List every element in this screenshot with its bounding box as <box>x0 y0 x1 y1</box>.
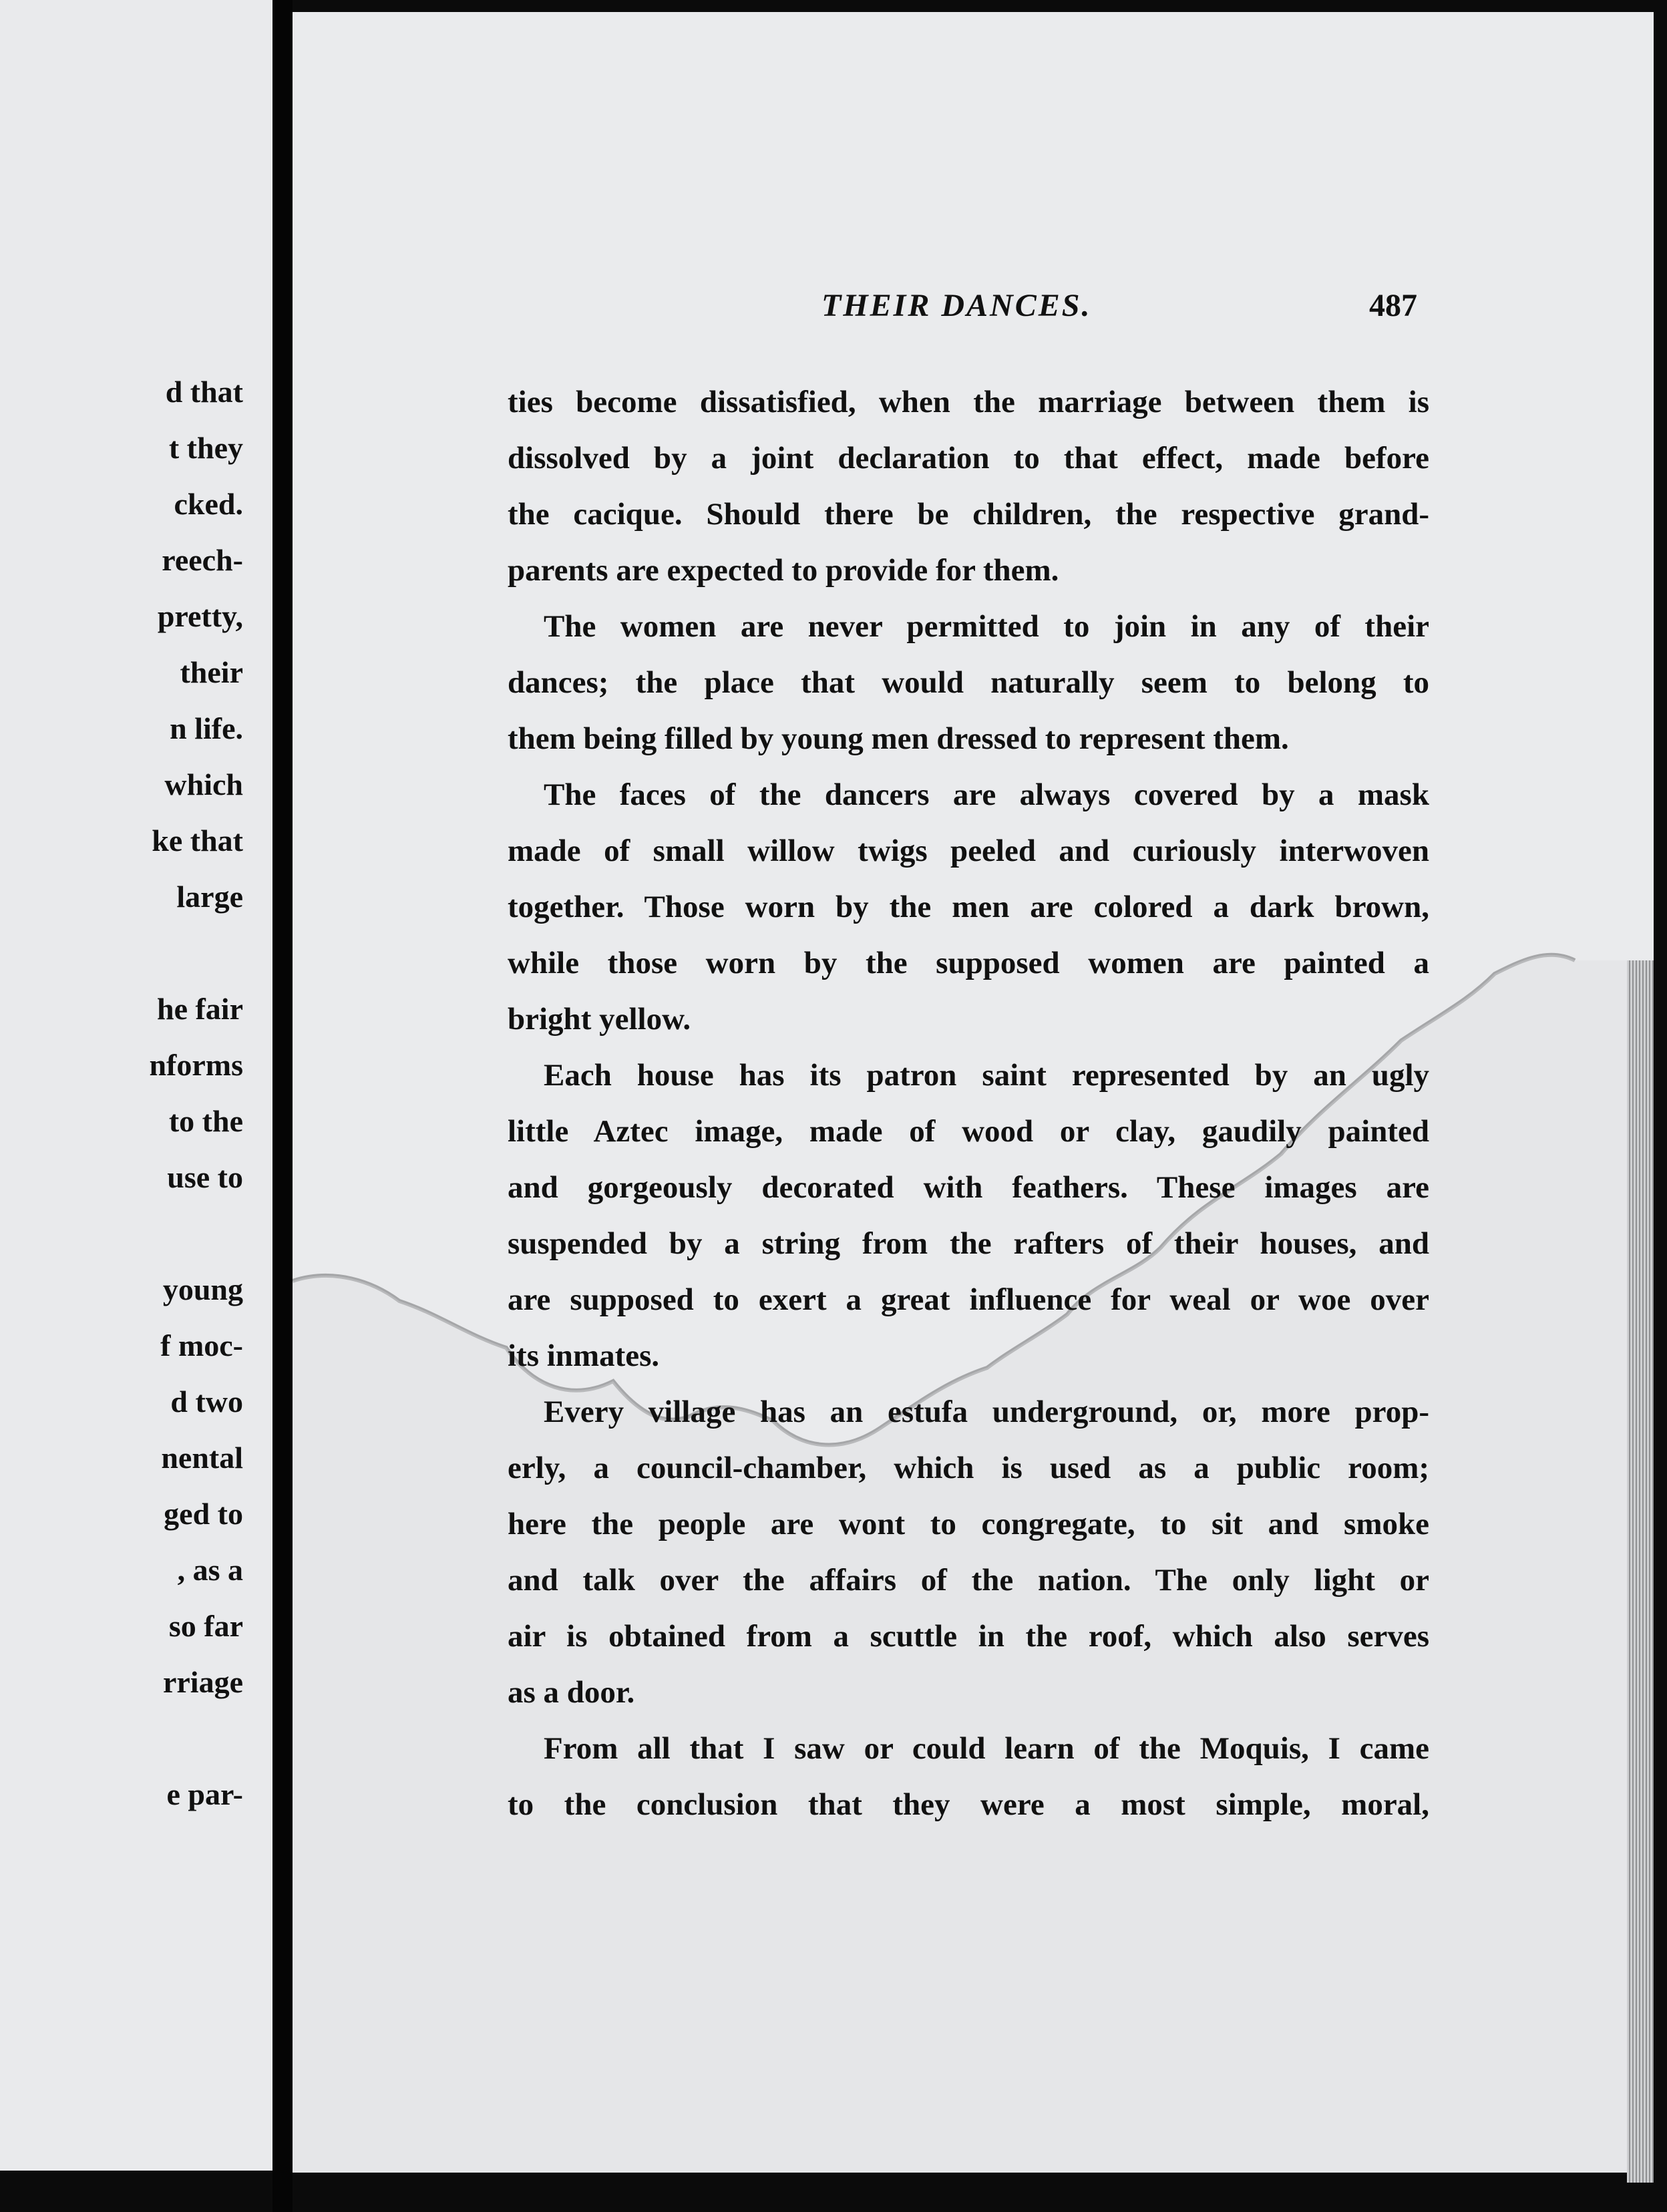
facing-page-line: ke that <box>152 823 243 858</box>
page-edge <box>1627 960 1654 2183</box>
facing-page-line: young <box>162 1272 243 1306</box>
text-line: air is obtained from a scuttle in the roof, which also serves <box>508 1619 1429 1654</box>
text-line: parents are expected to provide for them. <box>508 553 1059 588</box>
text-line: From all that I saw or could learn of the Moquis, I came <box>544 1731 1429 1766</box>
facing-page-line: e par- <box>166 1777 243 1811</box>
facing-page-line: ged to <box>164 1497 243 1531</box>
page-number: 487 <box>1369 288 1417 323</box>
facing-page-line: their <box>180 655 243 689</box>
text-line: bright yellow. <box>508 1002 691 1037</box>
text-line: The women are never permitted to join in any of their <box>544 609 1429 644</box>
text-line: ties become dissatisfied, when the marriage between them is <box>508 385 1429 419</box>
text-line: suspended by a string from the rafters of their houses, and <box>508 1226 1429 1261</box>
text-line: them being filled by young men dressed to represent them. <box>508 721 1289 756</box>
text-line: as a door. <box>508 1675 635 1710</box>
facing-page-line: nental <box>161 1441 243 1475</box>
facing-page-line: large <box>176 880 243 914</box>
facing-page-line: t they <box>168 431 243 465</box>
text-line: are supposed to exert a great influence for weal or woe over <box>508 1282 1429 1317</box>
text-line: here the people are wont to congregate, to sit and smoke <box>508 1507 1429 1541</box>
text-line: to the conclusion that they were a most simple, moral, <box>508 1787 1429 1822</box>
text-line: while those worn by the supposed women are painted a <box>508 946 1429 980</box>
text-line: dances; the place that would naturally seem to belong to <box>508 665 1429 700</box>
running-head: THEIR DANCES. <box>821 288 1092 323</box>
facing-page-line: reech- <box>162 543 243 577</box>
facing-page-line: so far <box>168 1609 243 1643</box>
text-line: its inmates. <box>508 1338 660 1373</box>
facing-page-line: cked. <box>174 487 243 521</box>
facing-page-line: pretty, <box>157 599 243 633</box>
book-gutter <box>272 0 293 2212</box>
text-line: made of small willow twigs peeled and curiously interwoven <box>508 834 1429 868</box>
text-line: together. Those worn by the men are colored a dark brown, <box>508 890 1429 924</box>
text-line: little Aztec image, made of wood or clay, gaudily painted <box>508 1114 1429 1149</box>
facing-page-line: d that <box>165 375 243 409</box>
text-line: dissolved by a joint declaration to that effect, made before <box>508 441 1429 476</box>
facing-page-line: , as a <box>177 1553 243 1587</box>
text-line: Every village has an estufa underground, or, more prop- <box>544 1395 1429 1429</box>
facing-page <box>0 0 272 2171</box>
facing-page-line: to the <box>168 1104 243 1138</box>
text-line: The faces of the dancers are always covered by a mask <box>544 777 1429 812</box>
text-line: and gorgeously decorated with feathers. These images are <box>508 1170 1429 1205</box>
facing-page-line: he fair <box>156 992 243 1026</box>
facing-page-line: f moc- <box>160 1328 243 1362</box>
facing-page-line: n life. <box>170 711 243 745</box>
text-line: Each house has its patron saint represented by an ugly <box>544 1058 1429 1093</box>
facing-page-line: nforms <box>149 1048 243 1082</box>
text-line: and talk over the affairs of the nation. The only light or <box>508 1563 1429 1598</box>
facing-page-line: use to <box>167 1160 243 1194</box>
text-line: erly, a council-chamber, which is used as a public room; <box>508 1451 1429 1485</box>
facing-page-line: d two <box>170 1385 243 1419</box>
text-line: the cacique. Should there be children, the respective grand- <box>508 497 1429 532</box>
facing-page-line: which <box>164 767 243 801</box>
facing-page-line: rriage <box>162 1665 243 1699</box>
